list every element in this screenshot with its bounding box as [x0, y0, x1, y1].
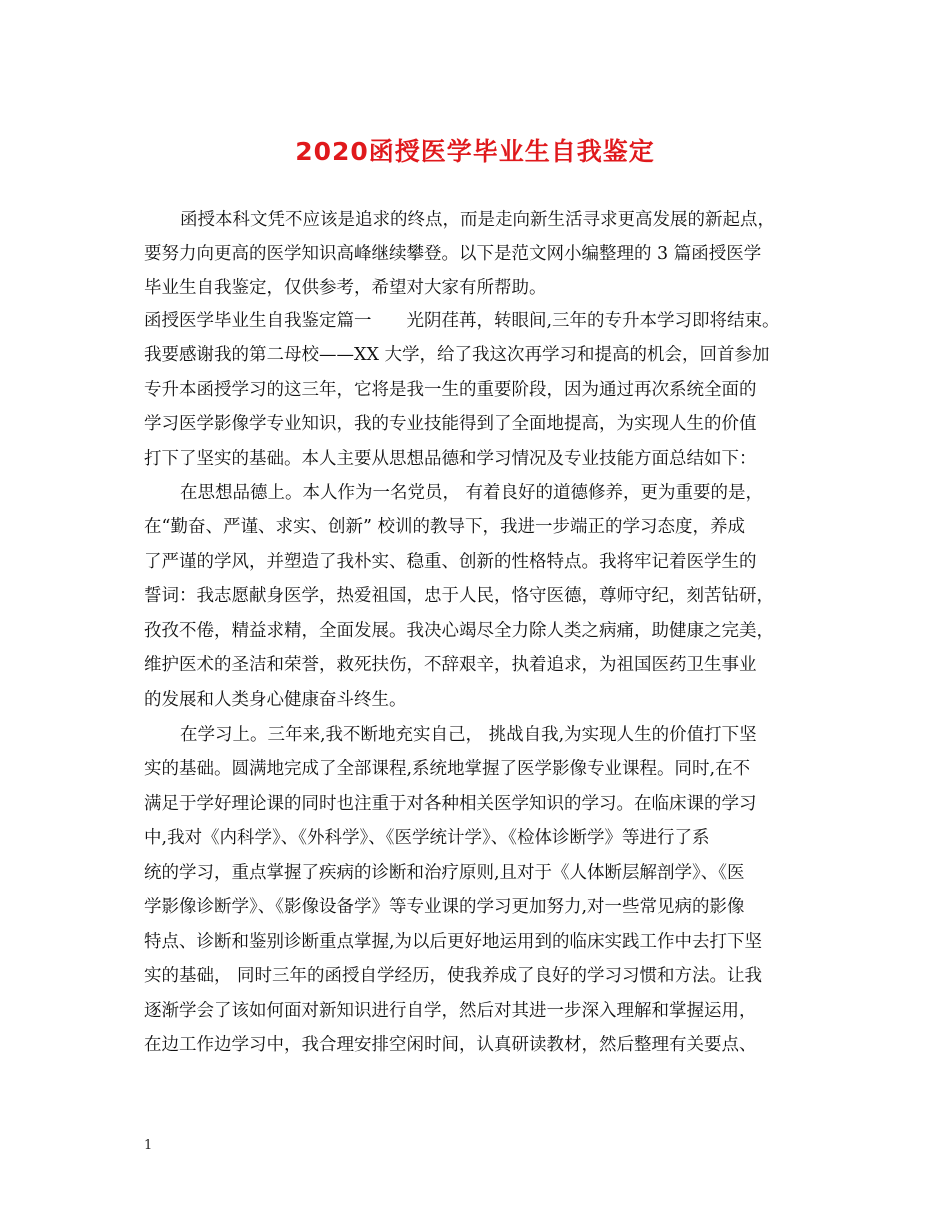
body-line: 在学习上。三年来,我不断地充实自己， 挑战自我,为实现人生的价值打下坚: [180, 725, 757, 745]
body-line: 在边工作边学习中，我合理安排空闲时间，认真研读教材，然后整理有关要点、: [144, 1035, 757, 1055]
page-number: 1: [144, 1138, 153, 1153]
body-line: 毕业生自我鉴定，仅供参考，希望对大家有所帮助。: [144, 278, 547, 298]
body-line: 学习医学影像学专业知识，我的专业技能得到了全面地提高，为实现人生的价值: [144, 414, 757, 434]
body-line: 统的学习，重点掌握了疾病的诊断和治疗原则,且对于《人体断层解剖学》、《医: [144, 863, 745, 883]
body-line: 中,我对《内科学》、《外科学》、《医学统计学》、《检体诊断学》等进行了系: [144, 828, 710, 848]
body-line: 维护医术的圣洁和荣誉，救死扶伤，不辞艰辛，执着追求，为祖国医药卫生事业: [144, 655, 757, 675]
body-line: 实的基础， 同时三年的函授自学经历，使我养成了良好的学习习惯和方法。让我: [144, 966, 763, 986]
body-line: 满足于学好理论课的同时也注重于对各种相关医学知识的学习。在临床课的学习: [144, 794, 757, 814]
body-line: 誓词：我志愿献身医学，热爱祖国，忠于人民，恪守医德，尊师守纪，刻苦钻研，: [144, 586, 774, 606]
body-line: 孜孜不倦，精益求精，全面发展。我决心竭尽全力除人类之病痛，助健康之完美，: [144, 621, 774, 641]
body-line: 的发展和人类身心健康奋斗终生。: [144, 690, 407, 710]
body-line: 逐渐学会了该如何面对新知识进行自学，然后对其进一步深入理解和掌握运用，: [144, 1001, 757, 1021]
body-line: 我要感谢我的第二母校——XX 大学，给了我这次再学习和提高的机会，回首参加: [144, 345, 770, 365]
body-line: 打下了坚实的基础。本人主要从思想品德和学习情况及专业技能方面总结如下：: [144, 449, 757, 469]
body-line: 学影像诊断学》、《影像设备学》等专业课的学习更加努力,对一些常见病的影像: [144, 897, 745, 917]
body-line: 在思想品德上。本人作为一名党员， 有着良好的道德修养，更为重要的是，: [180, 483, 764, 503]
body-line: 特点、诊断和鉴别诊断重点掌握,为以后更好地运用到的临床实践工作中去打下坚: [144, 932, 763, 952]
body-line: 实的基础。圆满地完成了全部课程,系统地掌握了医学影像专业课程。同时,在不: [144, 759, 751, 779]
body-line: 函授医学毕业生自我鉴定篇一 光阴荏苒，转眼间,三年的专升本学习即将结束。: [144, 311, 780, 331]
document-title: 2020函授医学毕业生自我鉴定: [295, 137, 655, 166]
body-line: 专升本函授学习的这三年，它将是我一生的重要阶段，因为通过再次系统全面的: [144, 380, 757, 400]
body-line: 在“勤奋、严谨、求实、创新” 校训的教导下，我进一步端正的学习态度，养成: [144, 517, 745, 537]
body-line: 了严谨的学风，并塑造了我朴实、稳重、创新的性格特点。我将牢记着医学生的: [144, 552, 757, 572]
body-line: 要努力向更高的医学知识高峰继续攀登。以下是范文网小编整理的 3 篇函授医学: [144, 244, 762, 264]
body-line: 函授本科文凭不应该是追求的终点，而是走向新生活寻求更高发展的新起点，: [180, 210, 775, 230]
